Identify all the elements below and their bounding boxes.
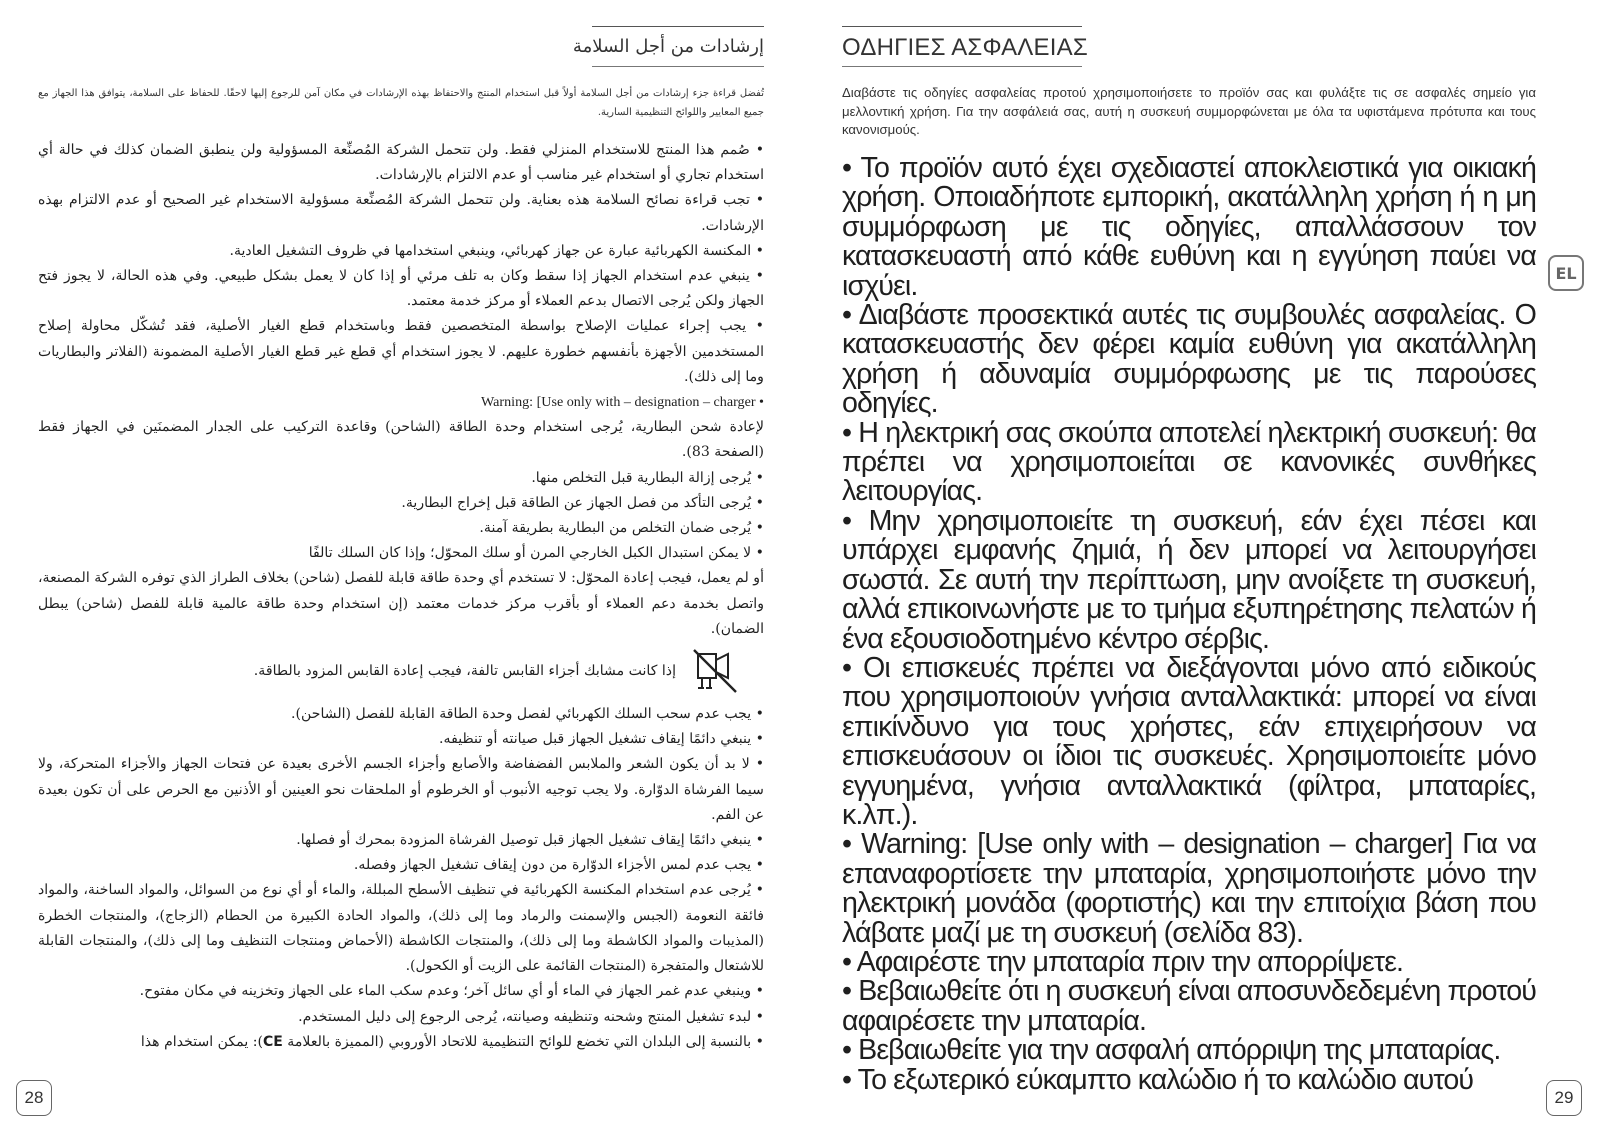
list-item: • ينبغي دائمًا إيقاف تشغيل الجهاز قبل توصيل الفرشاة المزودة بمحرك أو فصلها. — [38, 828, 764, 853]
arabic-page-title: إرشادات من أجل السلامة — [572, 36, 764, 57]
list-item: • يُرجى عدم استخدام المكنسة الكهربائية في تنظيف الأسطح المبللة، والماء أو أي نوع من السوائل، والمواد الساخنة، والمواد فائقة النعومة (الجبس والإسمنت والرماد وما إلى ذلك)، والمواد الحادة الكبيرة من الحطام (الزجاج)، والمنتجات الخطرة (المذيبات والمواد الكاشطة وما إلى ذلك)، والمنتجات الكاشطة (الأحماض ومنتجات التنظيف وما إلى ذلك)، والمنتجات القابلة للاشتعال والمتفجرة (المنتجات القائمة على الزيت أو الكحول). — [38, 878, 764, 979]
page-number: 28 — [16, 1080, 52, 1116]
list-item: • Βεβαιωθείτε για την ασφαλή απόρριψη της μπαταρίας. — [842, 1036, 1536, 1065]
list-item: • Οι επισκευές πρέπει να διεξάγονται μόνο από ειδικούς που χρησιμοποιούν γνήσια ανταλλακτικά: μπορεί να είναι επικίνδυνο για τους χρήστες, εάν επιχειρήσουν να επισκευάσουν οι ίδιοι τις συσκευές. Χρησιμοποιείτε μόνο εγγυημένα, γνήσια ανταλλακτικά (φίλτρα, μπαταρίες, κ.λπ.). — [842, 654, 1536, 830]
plug-note-row — [38, 644, 764, 700]
list-item: • صُمم هذا المنتج للاستخدام المنزلي فقط. ولن تتحمل الشركة المُصنِّعة المسؤولية ولن ينطبق الضمان كذلك في حالة أي استخدام تجاري أو استخدام غير مناسب أو عدم الالتزام بالإرشادات. — [38, 138, 764, 188]
list-item: • يجب عدم لمس الأجزاء الدوّارة من دون إيقاف تشغيل الجهاز وفصله. — [38, 853, 764, 878]
ce-text-post: ): يمكن استخدام هذا — [140, 1033, 263, 1050]
list-item-ce — [38, 1030, 764, 1055]
list-item: • Βεβαιωθείτε ότι η συσκευή είναι αποσυνδεδεμένη προτού αφαιρέσετε την μπαταρία. — [842, 977, 1536, 1036]
list-item: • Μην χρησιμοποιείτε τη συσκευή, εάν έχει πέσει και υπάρχει εμφανής ζημιά, ή δεν μπορεί να λειτουργήσει σωστά. Σε αυτή την περίπτωση, μην ανοίξετε τη συσκευή, αλλά επικοινωνήστε με το τμήμα εξυπηρέτησης πελατών ή ένα εξουσιοδοτημένο κέντρο σέρβις. — [842, 507, 1536, 654]
list-item: • ينبغي عدم استخدام الجهاز إذا سقط وكان به تلف مرئي أو إذا كان لا يعمل بشكل طبيعي. وفي هذه الحالة، لا يجوز فتح الجهاز ولكن يُرجى الاتصال بدعم العملاء أو مركز خدمة معتمد. — [38, 264, 764, 314]
list-item: • Το προϊόν αυτό έχει σχεδιαστεί αποκλειστικά για οικιακή χρήση. Οποιαδήποτε εμπορική, ακατάλληλη χρήση ή η μη συμμόρφωση με τις οδηγίες, απαλλάσσουν τον κατασκευαστή από κάθε ευθύνη και η εγγύηση παύει να ισχύει. — [842, 154, 1536, 301]
list-item: • لبدء تشغيل المنتج وشحنه وتنظيفه وصيانته، يُرجى الرجوع إلى دليل المستخدم. — [38, 1005, 764, 1030]
ce-text-pre: بالنسبة إلى البلدان التي تخضع للوائح التنظيمية للاتحاد الأوروبي (المميزة بالعلامة — [282, 1033, 752, 1050]
title-top-rule — [842, 26, 1082, 27]
arabic-safety-list — [38, 138, 764, 1055]
greek-page-title: ΟΔΗΓΙΕΣ ΑΣΦΑΛΕΙΑΣ — [842, 34, 1088, 61]
list-item: • يجب عدم سحب السلك الكهربائي لفصل وحدة الطاقة القابلة للفصل (الشاحن). — [38, 702, 764, 727]
greek-page — [800, 0, 1600, 1136]
list-item: • لا بد أن يكون الشعر والملابس الفضفاضة والأصابع وأجزاء الجسم الأخرى بعيدة عن فتحات الجهاز والأجزاء المتحركة، ولا سيما الفرشاة الدوّارة. ولا يجب توجيه الأنبوب أو الخرطوم أو الملحقات نحو العينين أو الأذنين مع الحرص على أن تكون بعيدة عن الفم. — [38, 752, 764, 828]
title-underline — [842, 66, 1082, 67]
list-item: • Η ηλεκτρική σας σκούπα αποτελεί ηλεκτρική συσκευή: θα πρέπει να χρησιμοποιείται σε κανονικές συνθήκες λειτουργίας. — [842, 419, 1536, 507]
list-item: • المكنسة الكهربائية عبارة عن جهاز كهربائي، وينبغي استخدامها في ظروف التشغيل العادية. — [38, 239, 764, 264]
page-number: 29 — [1546, 1080, 1582, 1116]
title-underline — [592, 66, 764, 67]
list-item: • وينبغي عدم غمر الجهاز في الماء أو أي سائل آخر؛ وعدم سكب الماء على الجهاز وتخزينه في مكان مفتوح. — [38, 979, 764, 1004]
cord-continuation: أو لم يعمل، فيجب إعادة المحوّل: لا تستخدم أي وحدة طاقة قابلة للفصل (شاحن) بخلاف الطراز الذي توفره الشركة المصنعة، واتصل بخدمة دعم العملاء أو بأقرب مركز خدمات معتمد (إن استخدام وحدة طاقة عالمية قابلة للفصل (شاحن) يبطل الضمان). — [38, 570, 764, 637]
list-item: • Διαβάστε προσεκτικά αυτές τις συμβουλές ασφαλείας. Ο κατασκευαστής δεν φέρει καμία ευθύνη για ακατάλληλη χρήση ή αδυναμία συμμόρφωσης με τις παρούσες οδηγίες. — [842, 301, 1536, 419]
title-top-rule — [592, 26, 764, 27]
list-item: • يُرجى إزالة البطارية قبل التخلص منها. — [38, 466, 764, 491]
list-item: • لا يمكن استبدال الكبل الخارجي المرن أو سلك المحوّل؛ وإذا كان السلك تالفًا — [38, 541, 764, 566]
arabic-intro: تُفضل قراءة جزء إرشادات من أجل السلامة أولاً قبل استخدام المنتج والاحتفاظ بهذه الإرشادات في مكان آمن للرجوع إليها لاحقًا. للحفاظ على السلامة، يتوافق هذا الجهاز مع جميع المعايير واللوائح التنظيمية السارية. — [38, 88, 764, 118]
list-item: • Warning: [Use only with – designation – charger] Για να επαναφορτίσετε την μπαταρία, χρησιμοποιήστε μόνο την ηλεκτρική μονάδα (φορτιστής) και την επιτοίχια βάση που λάβατε μαζί με τη συσκευή (σελίδα 83). — [842, 830, 1536, 948]
ce-mark-icon: CE — [262, 1033, 283, 1050]
plug-note-text: إذا كانت مشابك أجزاء القابس تالفة، فيجب إعادة القابس المزود بالطاقة. — [253, 663, 676, 680]
list-item: • يجب إجراء عمليات الإصلاح بواسطة المتخصصين فقط وباستخدام قطع الغيار الأصلية، فقد تُشكّل محاولة إصلاح المستخدمين الأجهزة بأنفسهم خطورة عليهم. لا يجوز استخدام أي قطع غير قطع الغيار الأصلية المضمونة (الفلاتر والبطاريات وما إلى ذلك). — [38, 314, 764, 390]
list-item: • ينبغي دائمًا إيقاف تشغيل الجهاز قبل صيانته أو تنظيفه. — [38, 727, 764, 752]
list-item: • يُرجى ضمان التخلص من البطارية بطريقة آمنة. — [38, 516, 764, 541]
damaged-plug-icon — [690, 648, 740, 696]
language-tab: EL — [1548, 255, 1584, 291]
warning-line: • Warning: [Use only with – designation – charger — [38, 390, 764, 415]
list-item: • تجب قراءة نصائح السلامة هذه بعناية. ولن تتحمل الشركة المُصنِّعة مسؤولية الاستخدام غير الصحيح أو عدم الالتزام بهذه الإرشادات. — [38, 188, 764, 238]
greek-safety-list — [842, 154, 1536, 1095]
list-item: • Το εξωτερικό εύκαμπτο καλώδιο ή το καλώδιο αυτού — [842, 1066, 1536, 1095]
greek-intro: Διαβάστε τις οδηγίες ασφαλείας προτού χρησιμοποιήσετε το προϊόν σας και φυλάξτε τις σε ασφαλές σημείο για μελλοντική χρήση. Για την ασφάλειά σας, αυτή η συσκευή συμμορφώνεται με όλα τα υφιστάμενα πρότυπα και τους κανονισμούς. — [842, 85, 1536, 137]
warning-continuation: لإعادة شحن البطارية، يُرجى استخدام وحدة الطاقة (الشاحن) وقاعدة التركيب على الجدار المضمنَين في الجهاز فقط (الصفحة 83). — [38, 419, 764, 461]
list-item: • يُرجى التأكد من فصل الجهاز عن الطاقة قبل إخراج البطارية. — [38, 491, 764, 516]
list-item: • Αφαιρέστε την μπαταρία πριν την απορρίψετε. — [842, 948, 1536, 977]
